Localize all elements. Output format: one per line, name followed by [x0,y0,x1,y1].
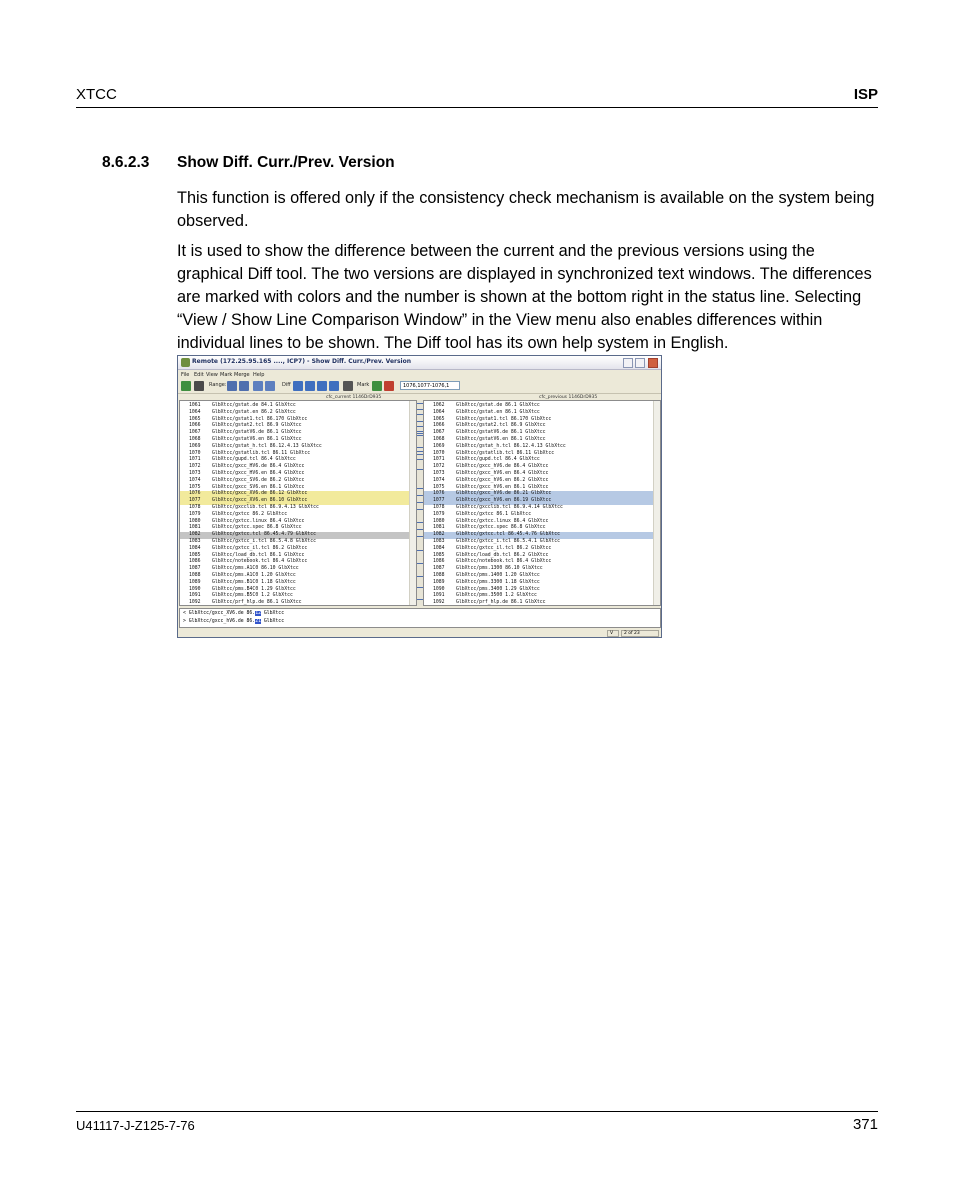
detail-selected-diff: 21 [255,619,261,624]
diff-line[interactable] [424,580,661,587]
diff-line[interactable] [424,437,661,444]
previous-version-pane[interactable] [423,400,661,606]
diff-line[interactable] [180,539,417,546]
save-icon[interactable] [343,381,353,391]
diff-line[interactable] [180,580,417,587]
line-text: GlbXtcc/gupd.tcl 86.4 GlbXtcc [456,457,540,463]
open-icon[interactable] [181,381,191,391]
line-number: 1078 [433,505,445,510]
diff-tool-screenshot [177,355,662,638]
line-text: GlbXtcc/notebook.tcl 86.4 GlbXtcc [456,559,552,565]
diff-line[interactable] [180,430,417,437]
line-comparison-window[interactable] [179,608,661,628]
line-text: GlbXtcc/gstatlib.tcl 86.11 GlbXtcc [456,450,555,456]
diff-line[interactable] [424,478,661,485]
line-number: 1090 [433,586,445,592]
line-text: GlbXtcc/gxtcc 86.1 GlbXtcc [456,511,532,517]
line-text: GlbXtcc/notebook.tcl 86.4 GlbXtcc [212,559,308,565]
line-text: GlbXtcc/gxcc_hV6.en 86.4 GlbXtcc [456,471,549,476]
line-number: 1091 [189,593,201,599]
line-text: GlbXtcc/gxtcc.tcl 86.45.4.76 GlbXtcc [456,532,560,538]
line-text: GlbXtcc/gstat.de 86.1 GlbXtcc [456,403,540,408]
arrow-left-icon[interactable] [227,381,237,391]
line-number: 1070 [189,450,201,456]
unmark-icon[interactable] [384,381,394,391]
next-diff-icon[interactable] [317,381,327,391]
line-number: 1085 [189,552,201,558]
line-number: 1086 [433,559,445,565]
minimize-button[interactable] [623,358,633,368]
line-number: 1067 [433,430,445,436]
line-text: GlbXtcc/gxtcc_il.tcl 86.2 GlbXtcc [456,545,552,551]
diff-line[interactable] [180,512,417,519]
line-number: 1074 [189,477,201,483]
line-text: GlbXtcc/gstatV6.de 86.1 GlbXtcc [212,430,302,436]
line-number: 1065 [189,416,201,422]
mark-icon[interactable] [372,381,382,391]
running-header-right: ISP [853,86,878,103]
window-title: Remote (172.25.95.165 ...., ICP7) - Show Diff. Curr./Prev. Version [192,358,412,365]
line-text: GlbXtcc/prf_hlp.de 86.1 GlbXtcc [212,600,302,606]
line-number: 1080 [433,518,445,524]
menu-file[interactable]: File [181,372,190,378]
line-number: 1076 [189,491,201,497]
diff-line[interactable] [424,546,661,553]
line-number: 1091 [433,593,445,599]
detail-prefix: < GlbXtcc/gxcc_XV6.de 86. [183,611,256,616]
diff-line[interactable] [424,539,661,546]
line-number: 1071 [433,457,445,463]
line-number: 1062 [433,403,445,408]
page-number: 371 [852,1116,878,1133]
range-label: Range: [209,382,227,388]
diff-line[interactable] [180,403,417,410]
diff-line[interactable] [424,498,661,505]
line-text: GlbXtcc/gstat2.tcl 86.9 GlbXtcc [212,423,302,429]
line-text: GlbXtcc/gxcc_XV6.en 86.10 GlbXtcc [212,498,308,504]
diff-line[interactable] [424,600,661,606]
line-number: 1079 [433,511,445,517]
line-text: GlbXtcc/gstatV6.de 86.1 GlbXtcc [456,430,546,436]
line-text: GlbXtcc/prf_hlp.de 86.1 GlbXtcc [456,600,546,606]
line-number: 1064 [189,409,201,415]
line-number: 1066 [189,423,201,429]
line-text: GlbXtcc/load_db.tcl 86.1 GlbXtcc [212,552,305,558]
line-number: 1069 [189,443,201,449]
line-text: GlbXtcc/gxcc_hV6.en 86.2 GlbXtcc [456,477,549,483]
diff-line[interactable] [424,464,661,471]
line-number: 1088 [433,573,445,578]
line-text: GlbXtcc/gstat1.tcl 86.170 GlbXtcc [456,416,552,422]
line-number: 1074 [433,477,445,483]
line-number: 1077 [433,498,445,504]
line-text: GlbXtcc/gxcc_SV6.en 86.1 GlbXtcc [212,484,305,490]
find-icon[interactable] [194,381,204,391]
status-bar [179,629,661,638]
diff-line[interactable] [180,464,417,471]
close-button[interactable] [648,358,658,368]
first-diff-icon[interactable] [293,381,303,391]
line-number: 1079 [189,511,201,517]
line-number: 1090 [189,586,201,592]
diff-line[interactable] [180,546,417,553]
line-text: GlbXtcc/gxcc_hV6.de 86.21 GlbXtcc [456,491,552,497]
menu-mark[interactable]: Mark [220,372,233,378]
detail-suffix: GlbXtcc [260,611,285,616]
diff-line[interactable] [424,430,661,437]
line-number: 1076 [433,491,445,497]
line-text: GlbXtcc/gxcclib.tcl 86.9.4.13 GlbXtcc [212,505,319,510]
diff-line[interactable] [180,532,417,539]
line-text: GlbXtcc/pms.A1C0 86.10 GlbXtcc [212,566,299,572]
position-value: 1076,1077-1076,1 [403,383,450,389]
line-number: 1081 [189,525,201,531]
line-number: 1083 [433,539,445,544]
line-text: GlbXtcc/gxcc_SV6.de 86.2 GlbXtcc [212,477,305,483]
line-number: 1068 [189,437,201,442]
line-number: 1070 [433,450,445,456]
line-text: GlbXtcc/gstatlib.tcl 86.11 GlbXtcc [212,450,311,456]
line-text: GlbXtcc/gstat_h.tcl 86.12.4.13 GlbXtcc [212,443,322,449]
line-number: 1092 [433,600,445,606]
diff-line[interactable] [180,471,417,478]
line-number: 1078 [189,505,201,510]
diff-line[interactable] [180,566,417,573]
line-number: 1075 [433,484,445,490]
line-number: 1088 [189,573,201,578]
window-titlebar [178,356,661,370]
diff-line[interactable] [180,478,417,485]
line-text: GlbXtcc/gxcc_hV6.en 86.1 GlbXtcc [456,484,549,490]
line-number: 1082 [189,532,201,538]
last-diff-icon[interactable] [329,381,339,391]
maximize-button[interactable] [635,358,645,368]
line-number: 1080 [189,518,201,524]
footer-rule [76,1111,878,1112]
diff-line[interactable] [424,512,661,519]
line-text: GlbXtcc/gxtcc.linux 86.4 GlbXtcc [456,518,549,524]
line-text: GlbXtcc/gstat_h.tcl 86.12.4.13 GlbXtcc [456,443,566,449]
copy-left-icon[interactable] [253,381,263,391]
diff-line[interactable] [424,566,661,573]
line-text: GlbXtcc/pms.B1C0 1.18 GlbXtcc [212,579,296,585]
line-text: GlbXtcc/gxtcc 86.2 GlbXtcc [212,511,288,517]
paragraph-description: It is used to show the difference between the current and the previous versions using the graphical Diff tool. The two versions are displayed in synchronized text windows. The differences are marked with colors and the number is shown at the bottom right in the status line. Selecting “View / Show Line Comparison Window” in the View menu also enables differences within individual lines to be shown. The Diff tool has its own help system in English. [177,242,872,352]
line-number: 1083 [189,539,201,544]
section-number: 8.6.2.3 [102,154,150,171]
line-number: 1086 [189,559,201,565]
line-text: GlbXtcc/gstat2.tcl 86.9 GlbXtcc [456,423,546,429]
line-text: GlbXtcc/gxtcc_il.tcl 86.2 GlbXtcc [212,545,308,551]
line-text: GlbXtcc/pms.A1C0 1.20 GlbXtcc [212,573,296,578]
status-diff-count: 2 of 23 [621,630,659,637]
diff-line[interactable] [424,444,661,451]
line-text: GlbXtcc/gxtcc.spec 86.8 GlbXtcc [456,525,546,531]
line-text: GlbXtcc/gxcc_HV6.en 86.4 GlbXtcc [212,471,305,476]
menu-edit[interactable]: Edit [194,372,204,378]
prev-diff-icon[interactable] [305,381,315,391]
detail-suffix: GlbXtcc [260,619,285,624]
line-number: 1089 [433,579,445,585]
diff-line[interactable] [424,471,661,478]
line-number: 1082 [433,532,445,538]
line-text: GlbXtcc/gstat.en 86.1 GlbXtcc [456,409,540,415]
line-number: 1077 [189,498,201,504]
line-text: GlbXtcc/pms.1300 86.10 GlbXtcc [456,566,543,572]
line-number: 1067 [189,430,201,436]
line-number: 1081 [433,525,445,531]
line-number: 1085 [433,552,445,558]
line-text: GlbXtcc/load_db.tcl 86.2 GlbXtcc [456,552,549,558]
toolbar [178,379,661,394]
line-text: GlbXtcc/pms.3300 1.18 GlbXtcc [456,579,540,585]
line-number: 1064 [433,409,445,415]
detail-line-current [183,611,284,616]
section-title: Show Diff. Curr./Prev. Version [177,154,395,171]
line-text: GlbXtcc/pms.3500 1.2 GlbXtcc [456,593,537,599]
menu-help[interactable]: Help [253,372,265,378]
line-number: 1092 [189,600,201,606]
line-text: GlbXtcc/gstat1.tcl 86.170 GlbXtcc [212,416,308,422]
diff-line[interactable] [180,600,417,606]
line-number: 1073 [433,471,445,476]
line-number: 1087 [189,566,201,572]
diff-label: Diff [282,382,291,388]
detail-selected-diff: 12 [255,611,261,616]
line-text: GlbXtcc/pms.1400 1.20 GlbXtcc [456,573,540,578]
line-number: 1072 [189,464,201,470]
line-number: 1084 [433,545,445,551]
line-number: 1061 [189,403,201,408]
position-dropdown[interactable] [400,381,460,390]
line-number: 1072 [433,464,445,470]
line-number: 1065 [433,416,445,422]
line-text: GlbXtcc/gxcc_HV6.de 86.4 GlbXtcc [212,464,305,470]
diff-line[interactable] [180,437,417,444]
line-number: 1069 [433,443,445,449]
line-text: GlbXtcc/gstat.de 84.1 GlbXtcc [212,403,296,408]
copy-right-icon[interactable] [265,381,275,391]
diff-line[interactable] [424,573,661,580]
diff-line[interactable] [424,532,661,539]
left-pane-header: cfc_current 1146DrD935 [326,395,382,400]
line-text: GlbXtcc/pms.3400 1.29 GlbXtcc [456,586,540,592]
diff-line[interactable] [180,410,417,417]
line-text: GlbXtcc/gxcc_XV6.de 86.12 GlbXtcc [212,491,308,497]
line-text: GlbXtcc/gxcclib.tcl 86.9.4.14 GlbXtcc [456,505,563,510]
paragraph-availability: This function is offered only if the consistency check mechanism is available on the system being observed. [177,189,875,230]
menu-view[interactable]: View [206,372,218,378]
line-text: GlbXtcc/gstat.en 86.2 GlbXtcc [212,409,296,415]
menu-bar [178,371,661,379]
line-number: 1089 [189,579,201,585]
line-text: GlbXtcc/pms.B4C0 1.29 GlbXtcc [212,586,296,592]
right-vertical-scrollbar[interactable] [653,401,660,605]
line-number: 1071 [189,457,201,463]
detail-prefix: > GlbXtcc/gxcc_hV6.de 86. [183,619,256,624]
line-number: 1068 [433,437,445,442]
line-text: GlbXtcc/gxtcc.tcl 86.45.4.79 GlbXtcc [212,532,316,538]
diff-line[interactable] [180,573,417,580]
document-id: U41117-J-Z125-7-76 [76,1118,195,1133]
line-number: 1066 [433,423,445,429]
line-text: GlbXtcc/gxtcc.linux 86.4 GlbXtcc [212,518,305,524]
line-text: GlbXtcc/gxcc_hV6.en 86.19 GlbXtcc [456,498,552,504]
diff-line[interactable] [424,403,661,410]
line-text: GlbXtcc/gupd.tcl 86.4 GlbXtcc [212,457,296,463]
right-pane-header: cfc_previous 1146DrD935 [539,395,598,400]
header-rule [76,107,878,108]
line-text: GlbXtcc/pms.B5C0 1.2 GlbXtcc [212,593,293,599]
detail-line-previous [183,619,284,624]
diff-line[interactable] [180,498,417,505]
line-number: 1075 [189,484,201,490]
line-text: GlbXtcc/gxtcc_i.tcl 86.5.4.8 GlbXtcc [212,539,316,544]
line-text: GlbXtcc/gxtcc.spec 86.8 GlbXtcc [212,525,302,531]
running-header-left: XTCC [76,86,117,103]
line-text: GlbXtcc/gstatV6.en 86.1 GlbXtcc [456,437,546,442]
line-text: GlbXtcc/gxcc_hV6.de 86.4 GlbXtcc [456,464,549,470]
line-number: 1073 [189,471,201,476]
line-text: GlbXtcc/gxtcc_i.tcl 86.5.4.1 GlbXtcc [456,539,560,544]
diff-line[interactable] [180,444,417,451]
status-mode: V [607,630,619,637]
mark-label: Mark [357,382,370,388]
diff-line[interactable] [424,410,661,417]
app-icon [181,358,190,367]
left-vertical-scrollbar[interactable] [409,401,416,605]
menu-merge[interactable]: Merge [234,372,250,378]
diff-line[interactable] [424,505,661,512]
line-text: GlbXtcc/gstatV6.en 86.1 GlbXtcc [212,437,302,442]
line-number: 1087 [433,566,445,572]
diff-line[interactable] [180,505,417,512]
arrow-right-icon[interactable] [239,381,249,391]
line-number: 1084 [189,545,201,551]
current-version-pane[interactable] [179,400,417,606]
